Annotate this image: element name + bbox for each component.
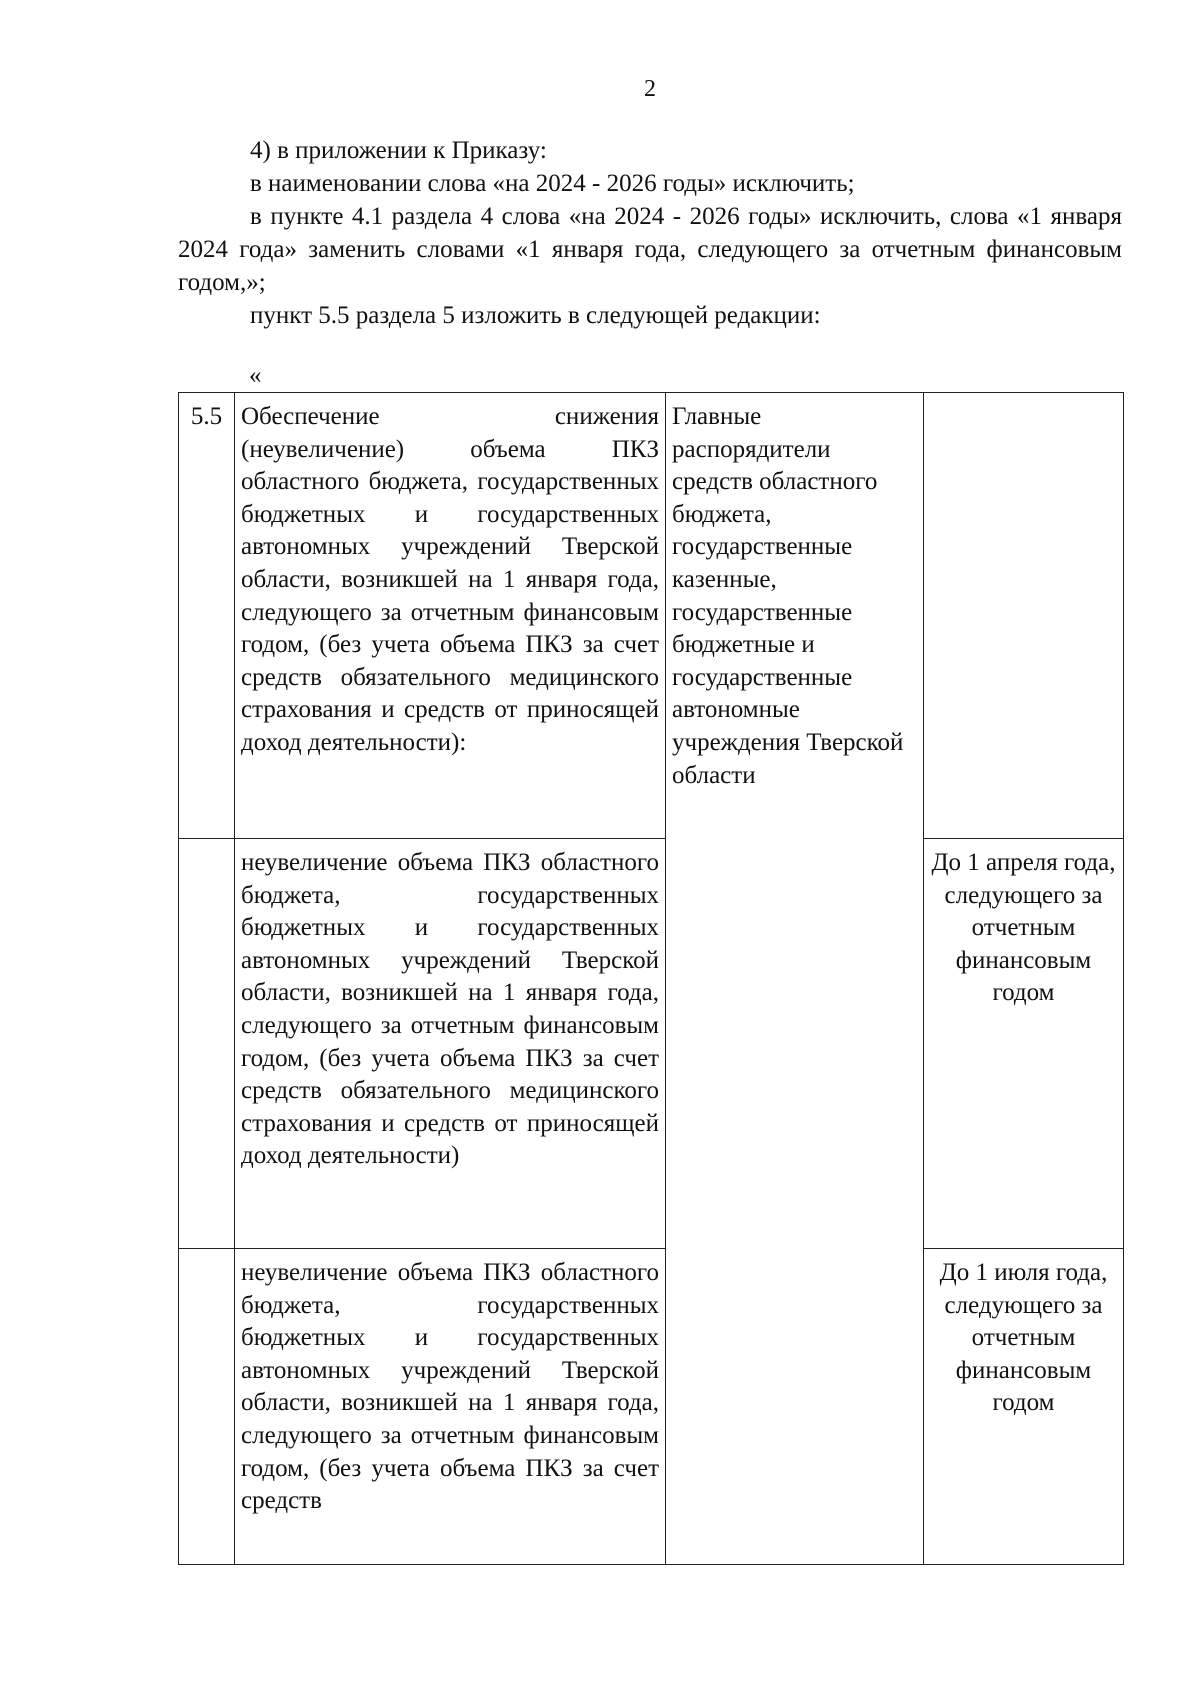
row-term-cell: До 1 июля года, следующего за отчетным финансовым годом [924,1249,1124,1565]
open-quote-mark: « [249,362,262,389]
page-number: 2 [644,76,656,102]
table-row [179,1249,1124,1565]
row-description-cell: неувеличение объема ПКЗ областного бюджета, государственных бюджетных и государственных автономных учреждений Тверской области, возникшей на 1 января года, следующего за отчетным финансовым годом, (без учета объема ПКЗ за счет средств обязательного медицинского страхования и средств от приносящей доход деятельности) [235,839,666,1249]
item-4-heading: 4) в приложении к Приказу: [250,137,547,164]
name-change-line: в наименовании слова «на 2024 - 2026 годы» исключить; [250,170,855,197]
row-number-cell [179,839,235,1249]
row-term-cell: До 1 апреля года, следующего за отчетным финансовым годом [924,839,1124,1249]
table-row [179,839,1124,1249]
row-description-cell: неувеличение объема ПКЗ областного бюджета, государственных бюджетных и государственных автономных учреждений Тверской области, возникшей на 1 января года, следующего за отчетным финансовым годом, (без учета объема ПКЗ за счет средств [235,1249,666,1565]
row-term-cell [924,393,1124,839]
row-number-cell [179,1249,235,1565]
row-description-cell: Обеспечение снижения (неувеличение) объема ПКЗ областного бюджета, государственных бюджетных и государственных автономных учреждений Тверской области, возникшей на 1 января года, следующего за отчетным финансовым годом, (без учета объема ПКЗ за счет средств обязательного медицинского страхования и средств от приносящей доход деятельности): [235,393,666,839]
clause-5-5-intro: пункт 5.5 раздела 5 изложить в следующей редакции: [250,302,821,329]
clause-4-1-change: в пункте 4.1 раздела 4 слова «на 2024 - 2026 годы» исключить, слова «1 января 2024 года» заменить словами «1 января года, следующего за отчетным финансовым годом,»; [178,203,1122,296]
table-row [179,393,1124,839]
row-number-cell: 5.5 [179,393,235,839]
responsible-cell: Главные распорядители средств областного бюджета, государственные казенные, государственные бюджетные и государственные автономные учреждения Тверской области [666,393,924,1565]
clause-5-5-table [178,392,1124,1565]
